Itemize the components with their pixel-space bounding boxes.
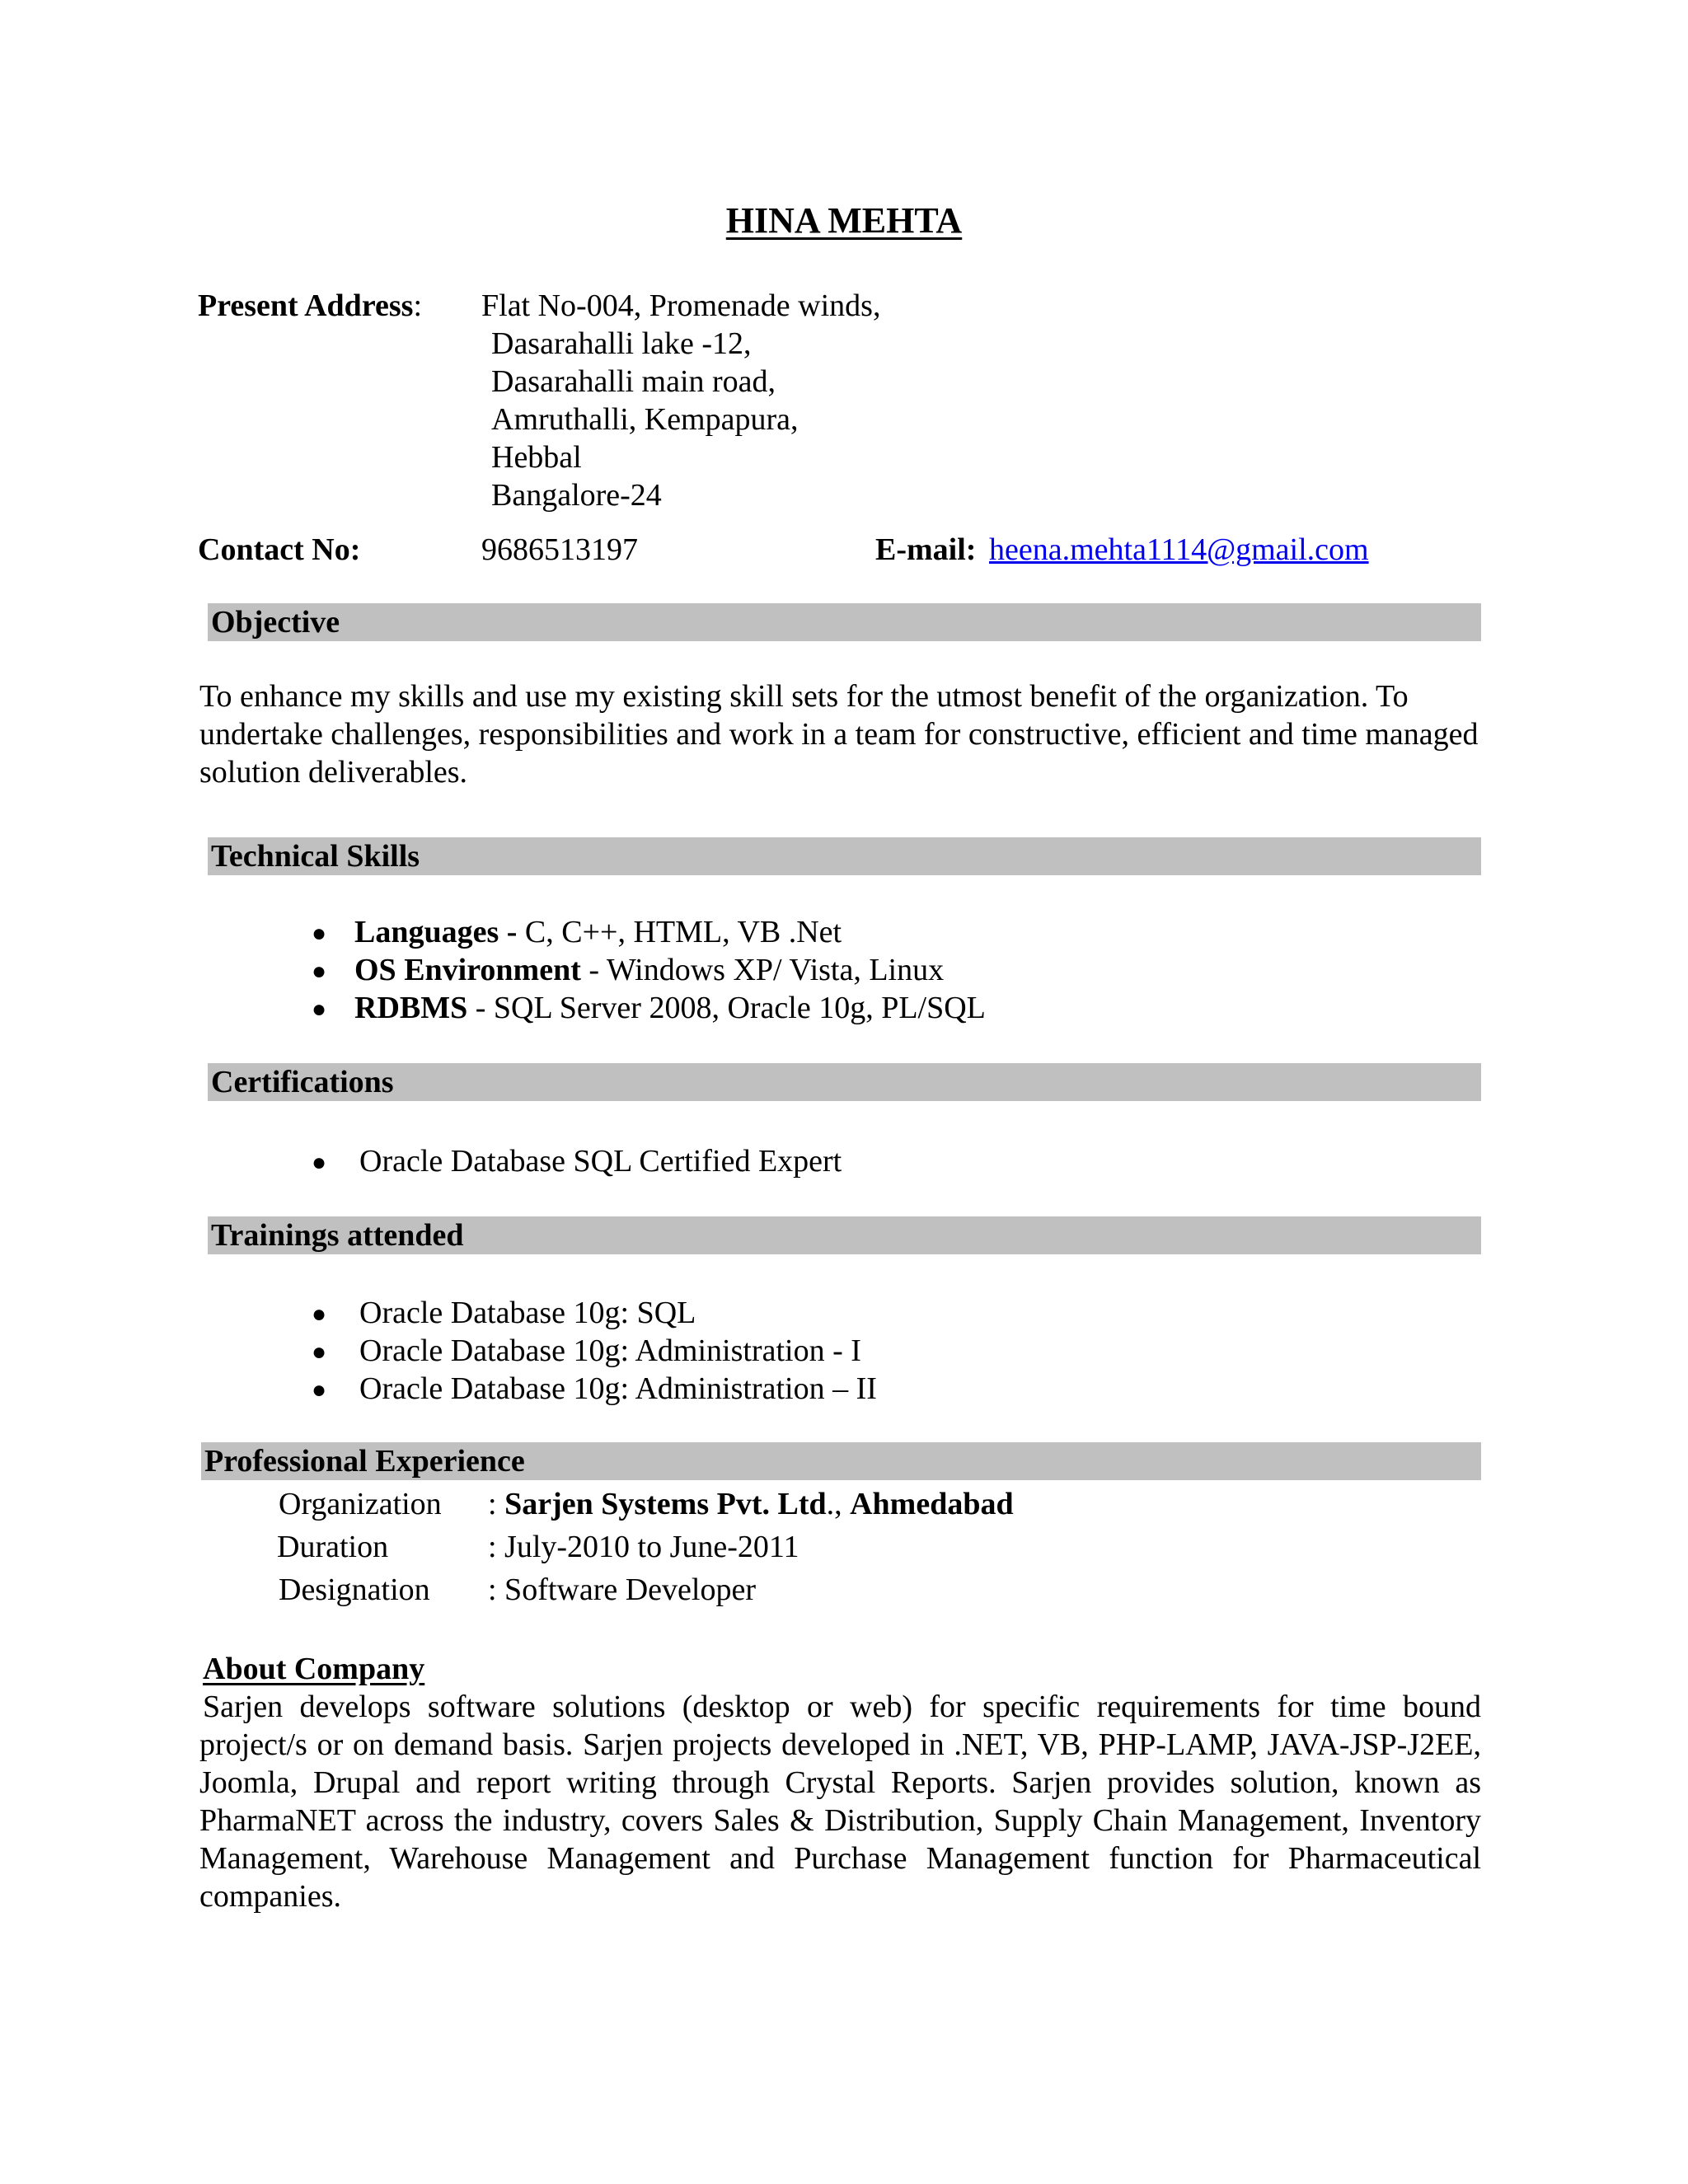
bullet-icon: ● <box>312 958 327 985</box>
address-line-6: Bangalore-24 <box>491 478 662 513</box>
contact-label: Contact No: <box>198 532 361 567</box>
training-item: Oracle Database 10g: Administration - I <box>359 1333 861 1368</box>
skills-heading-bar <box>208 837 1481 875</box>
duration-value: : July-2010 to June-2011 <box>488 1530 799 1564</box>
duration-label: Duration <box>277 1530 389 1564</box>
certifications-heading-bar <box>208 1063 1481 1101</box>
certifications-heading: Certifications <box>211 1065 394 1099</box>
address-line-1: Flat No-004, Promenade winds, <box>481 288 881 323</box>
objective-heading-bar <box>208 603 1481 641</box>
objective-text: To enhance my skills and use my existing skill sets for the utmost benefit of the organization. To undertake challenges, responsibilities and work in a team for constructive, efficient and time managed solution deliverables. <box>199 679 1479 790</box>
certification-item: Oracle Database SQL Certified Expert <box>359 1144 842 1179</box>
bullet-icon: ● <box>312 1338 327 1366</box>
designation-value: : Software Developer <box>488 1572 756 1607</box>
bullet-icon: ● <box>312 1149 327 1176</box>
training-item: Oracle Database 10g: SQL <box>359 1296 696 1330</box>
address-line-4: Amruthalli, Kempapura, <box>491 402 799 437</box>
bullet-icon: ● <box>312 996 327 1023</box>
objective-heading: Objective <box>211 605 340 640</box>
organization-value: : Sarjen Systems Pvt. Ltd., Ahmedabad <box>488 1487 1014 1521</box>
bullet-icon: ● <box>312 1376 327 1404</box>
trainings-heading: Trainings attended <box>211 1218 464 1253</box>
skills-heading: Technical Skills <box>211 839 420 874</box>
address-line-2: Dasarahalli lake -12, <box>491 326 752 361</box>
contact-phone: 9686513197 <box>481 532 638 567</box>
organization-label: Organization <box>279 1487 442 1521</box>
email-label: E-mail: <box>875 532 977 567</box>
training-item: Oracle Database 10g: Administration – II <box>359 1371 877 1406</box>
resume-name: HINA MEHTA <box>725 200 963 241</box>
experience-heading: Professional Experience <box>204 1444 525 1479</box>
trainings-heading-bar <box>208 1216 1481 1254</box>
designation-label: Designation <box>279 1572 430 1607</box>
skill-item: RDBMS - SQL Server 2008, Oracle 10g, PL/SQL <box>354 991 986 1025</box>
bullet-icon: ● <box>312 1301 327 1328</box>
about-heading: About Company <box>203 1652 425 1686</box>
address-line-3: Dasarahalli main road, <box>491 364 776 399</box>
email-link[interactable]: heena.mehta1114@gmail.com <box>989 532 1369 567</box>
skill-item: Languages - C, C++, HTML, VB .Net <box>354 915 842 949</box>
address-label: Present Address: <box>198 288 422 323</box>
experience-heading-bar <box>201 1442 1481 1480</box>
address-line-5: Hebbal <box>491 440 582 475</box>
about-text: Sarjen develops software solutions (desktop or web) for specific requirements for time bound project/s or on demand basis. Sarjen projects developed in .NET, VB, PHP-LAMP, JAVA-JSP-J2EE, Joomla, Drupal and report writing through Crystal Reports. Sarjen provides solution, known as PharmaNET across the industry, covers Sales & Distribution, Supply Chain Management, Inventory Management, Warehouse Management and Purchase Management function for Pharmaceutical companies. <box>199 1690 1481 1914</box>
skill-item: OS Environment - Windows XP/ Vista, Linux <box>354 953 945 987</box>
bullet-icon: ● <box>312 920 327 947</box>
